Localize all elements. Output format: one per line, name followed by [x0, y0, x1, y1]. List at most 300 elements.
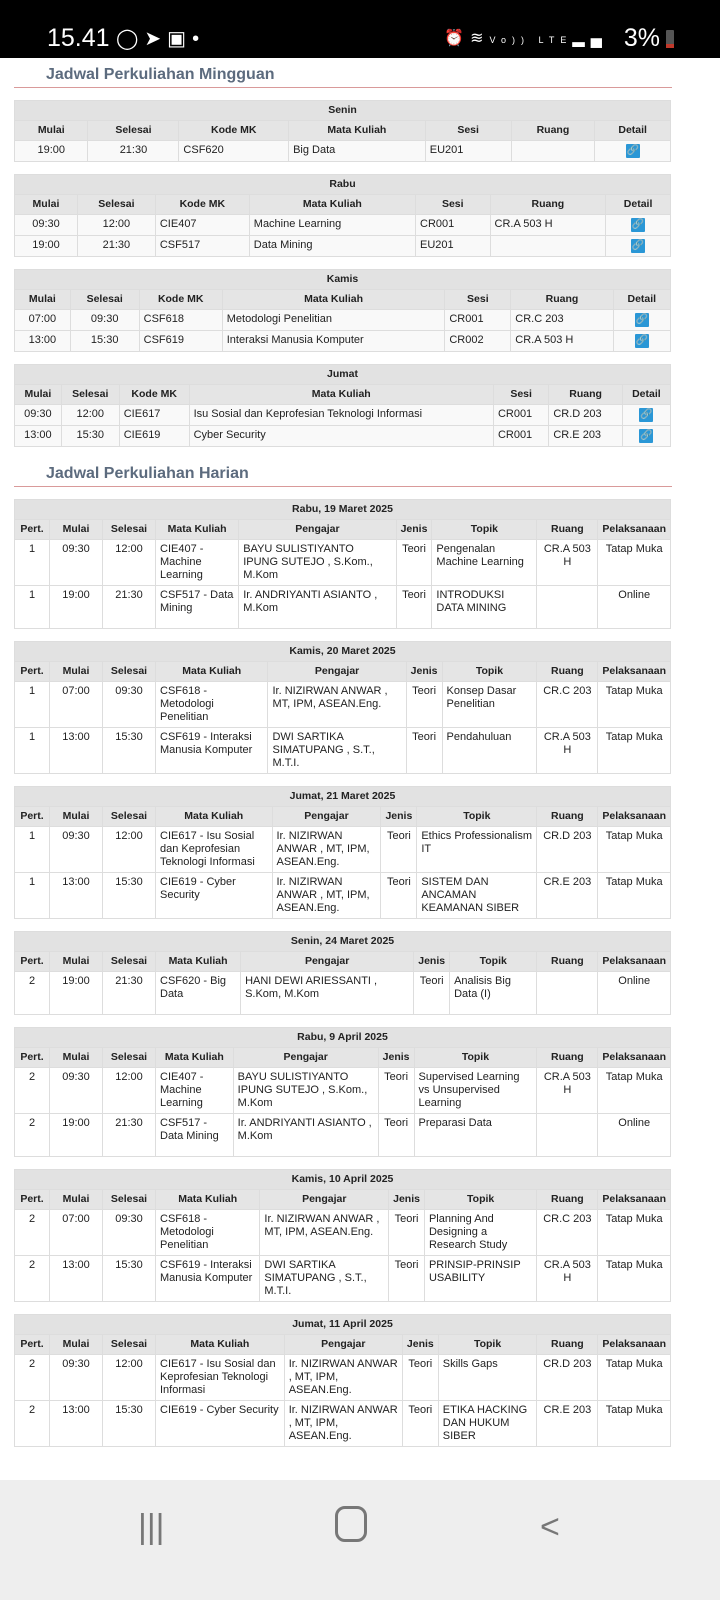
cell-selesai: 15:30 [103, 1256, 156, 1302]
cell-pert: 1 [15, 873, 50, 919]
cell-selesai: 15:30 [61, 426, 119, 447]
cell-topik: Ethics Professionalism IT [417, 827, 537, 873]
column-header: Ruang [537, 662, 598, 682]
cell-mata-kuliah: CIE407 - Machine Learning [156, 540, 239, 586]
dot-icon: • [192, 28, 206, 50]
cell-selesai: 15:30 [103, 873, 156, 919]
cell-mata-kuliah: CSF517 - Data Mining [156, 586, 239, 629]
whatsapp-icon: ◯ [116, 28, 145, 50]
column-header: Jenis [381, 807, 417, 827]
column-header: Selesai [103, 807, 156, 827]
column-header: Selesai [103, 1048, 156, 1068]
column-header: Selesai [103, 1335, 156, 1355]
cell-topik: PRINSIP-PRINSIP USABILITY [424, 1256, 536, 1302]
cell-pert: 2 [15, 1401, 50, 1447]
cell-kode-mk: CSF619 [139, 331, 222, 352]
cell-pelaksanaan: Tatap Muka [598, 1210, 671, 1256]
table-row [15, 1114, 671, 1157]
cell-mata-kuliah: CIE619 - Cyber Security [156, 873, 273, 919]
date-header: Rabu, 9 April 2025 [15, 1028, 671, 1048]
cell-mata-kuliah: Big Data [289, 141, 426, 162]
cell-pengajar: DWI SARTIKA SIMATUPANG , S.T., M.T.I. [260, 1256, 389, 1302]
cell-sesi: CR002 [445, 331, 511, 352]
date-header: Rabu, 19 Maret 2025 [15, 500, 671, 520]
cell-pelaksanaan: Tatap Muka [598, 540, 671, 586]
cell-jenis: Teori [406, 682, 442, 728]
cell-mulai: 19:00 [50, 972, 103, 1015]
cell-pelaksanaan: Tatap Muka [598, 873, 671, 919]
cell-mulai: 13:00 [50, 1401, 103, 1447]
column-header: Mulai [50, 1190, 103, 1210]
cell-topik: Analisis Big Data (I) [450, 972, 537, 1015]
cell-ruang [511, 141, 595, 162]
column-header: Topik [417, 807, 537, 827]
cell-pert: 1 [15, 682, 50, 728]
cell-jenis: Teori [396, 540, 432, 586]
date-header-row [15, 642, 671, 662]
cell-ruang: CR.C 203 [537, 682, 598, 728]
daily-table [14, 786, 671, 919]
column-header: Ruang [537, 520, 598, 540]
cell-selesai: 21:30 [88, 141, 179, 162]
cell-mata-kuliah: Cyber Security [189, 426, 493, 447]
cell-mulai: 09:30 [15, 215, 78, 236]
column-header: Pelaksanaan [598, 662, 671, 682]
cell-pengajar: Ir. NIZIRWAN ANWAR , MT, IPM, ASEAN.Eng. [260, 1210, 389, 1256]
cell-ruang: CR.A 503 H [511, 331, 613, 352]
cell-ruang: CR.E 203 [549, 426, 622, 447]
page-content [0, 58, 720, 1480]
column-header: Mulai [15, 121, 88, 141]
cell-selesai: 21:30 [103, 1114, 156, 1157]
cell-ruang [537, 972, 598, 1015]
divider [14, 486, 672, 487]
battery-icon [666, 30, 674, 48]
cell-mata-kuliah: CIE617 - Isu Sosial dan Keprofesian Teknologi Informasi [156, 1355, 285, 1401]
column-header: Detail [622, 385, 670, 405]
column-header: Detail [613, 290, 670, 310]
column-header-row [15, 952, 671, 972]
cell-mata-kuliah: Machine Learning [249, 215, 415, 236]
weekly-schedule [0, 100, 720, 447]
column-header: Pelaksanaan [598, 1335, 671, 1355]
column-header: Selesai [70, 290, 139, 310]
column-header: Mata Kuliah [156, 1335, 285, 1355]
cell-selesai: 12:00 [103, 540, 156, 586]
cell-mulai: 13:00 [15, 426, 62, 447]
column-header: Mulai [15, 385, 62, 405]
cell-kode-mk: CIE407 [155, 215, 249, 236]
column-header: Sesi [416, 195, 491, 215]
column-header: Pelaksanaan [598, 952, 671, 972]
back-icon[interactable]: < [540, 1508, 560, 1546]
cell-mulai: 07:00 [50, 682, 103, 728]
column-header: Mata Kuliah [222, 290, 445, 310]
notification-icons [116, 26, 205, 51]
cell-selesai: 15:30 [70, 331, 139, 352]
cell-pelaksanaan: Tatap Muka [598, 1355, 671, 1401]
column-header: Topik [442, 662, 537, 682]
cell-pert: 2 [15, 1068, 50, 1114]
weekly-table-rabu [14, 174, 671, 257]
cell-ruang: CR.A 503 H [537, 1068, 598, 1114]
cell-mata-kuliah: Data Mining [249, 236, 415, 257]
column-header: Topik [414, 1048, 537, 1068]
cell-selesai: 12:00 [103, 1355, 156, 1401]
column-header: Kode MK [119, 385, 189, 405]
table-row [15, 1401, 671, 1447]
wifi-icon: ≋ [470, 30, 490, 47]
cell-selesai: 21:30 [103, 972, 156, 1015]
day-header: Senin [15, 101, 671, 121]
date-header: Jumat, 11 April 2025 [15, 1315, 671, 1335]
column-header: Pert. [15, 1190, 50, 1210]
link-icon[interactable]: 🔗 [635, 314, 649, 325]
column-header: Mata Kuliah [156, 952, 241, 972]
cell-pert: 2 [15, 1210, 50, 1256]
column-header: Jenis [402, 1335, 438, 1355]
cell-kode-mk: CSF620 [179, 141, 289, 162]
column-header: Ruang [537, 807, 598, 827]
cell-mulai: 13:00 [50, 728, 103, 774]
cell-kode-mk: CIE617 [119, 405, 189, 426]
cell-jenis: Teori [381, 873, 417, 919]
column-header: Pert. [15, 662, 50, 682]
column-header: Jenis [414, 952, 450, 972]
column-header: Mata Kuliah [249, 195, 415, 215]
column-header: Ruang [537, 1335, 598, 1355]
column-header: Selesai [61, 385, 119, 405]
cell-pengajar: BAYU SULISTIYANTO IPUNG SUTEJO , S.Kom., M.Kom [239, 540, 396, 586]
column-header-row [15, 662, 671, 682]
signal-icon: ▂▄ [572, 30, 608, 47]
cell-pelaksanaan: Online [598, 972, 671, 1015]
date-header: Jumat, 21 Maret 2025 [15, 787, 671, 807]
cell-pelaksanaan: Online [598, 1114, 671, 1157]
column-header-row [15, 121, 671, 141]
column-header: Pengajar [268, 662, 406, 682]
column-header: Jenis [389, 1190, 425, 1210]
column-header: Ruang [511, 290, 613, 310]
cell-mulai: 09:30 [15, 405, 62, 426]
column-header: Sesi [425, 121, 511, 141]
clock: 15.41 [47, 24, 110, 52]
cell-pelaksanaan: Tatap Muka [598, 827, 671, 873]
cell-ruang: CR.E 203 [537, 1401, 598, 1447]
column-header: Ruang [490, 195, 606, 215]
link-icon[interactable]: 🔗 [640, 409, 653, 420]
table-row [15, 1256, 671, 1302]
cell-jenis: Teori [402, 1401, 438, 1447]
cell-mata-kuliah: CSF517 - Data Mining [156, 1114, 234, 1157]
cell-kode-mk: CSF517 [155, 236, 249, 257]
link-icon[interactable]: 🔗 [635, 335, 649, 346]
table-row [15, 331, 671, 352]
column-header: Kode MK [139, 290, 222, 310]
cell-mata-kuliah: CSF619 - Interaksi Manusia Komputer [156, 1256, 260, 1302]
cell-selesai: 12:00 [103, 1068, 156, 1114]
day-header: Kamis [15, 270, 671, 290]
cell-pelaksanaan: Tatap Muka [598, 1256, 671, 1302]
cell-mulai: 19:00 [50, 586, 103, 629]
cell-jenis: Teori [389, 1210, 425, 1256]
column-header: Mulai [50, 1335, 103, 1355]
cell-pelaksanaan: Tatap Muka [598, 1068, 671, 1114]
column-header: Mulai [50, 520, 103, 540]
table-row [15, 1210, 671, 1256]
home-icon[interactable] [335, 1506, 367, 1542]
detail-cell [595, 141, 671, 162]
date-header-row [15, 1028, 671, 1048]
column-header: Pelaksanaan [598, 1048, 671, 1068]
cell-selesai: 09:30 [103, 1210, 156, 1256]
cell-ruang [537, 1114, 598, 1157]
column-header: Detail [595, 121, 671, 141]
cell-mulai: 09:30 [50, 827, 103, 873]
column-header: Pert. [15, 1048, 50, 1068]
cell-pengajar: Ir. ANDRIYANTI ASIANTO , M.Kom [239, 586, 396, 629]
column-header: Ruang [537, 952, 598, 972]
cell-jenis: Teori [378, 1068, 414, 1114]
cell-sesi: CR001 [493, 405, 548, 426]
cell-ruang: CR.C 203 [511, 310, 613, 331]
cell-mulai: 09:30 [50, 540, 103, 586]
cell-pert: 2 [15, 1256, 50, 1302]
column-header-row [15, 1335, 671, 1355]
cell-pert: 1 [15, 586, 50, 629]
cell-ruang [490, 236, 606, 257]
link-icon[interactable]: 🔗 [631, 240, 645, 251]
cell-jenis: Teori [414, 972, 450, 1015]
cell-selesai: 09:30 [103, 682, 156, 728]
column-header: Selesai [77, 195, 155, 215]
day-header-row [15, 175, 671, 195]
cell-pelaksanaan: Tatap Muka [598, 1401, 671, 1447]
cell-topik: ETIKA HACKING DAN HUKUM SIBER [438, 1401, 537, 1447]
cell-sesi: EU201 [416, 236, 491, 257]
cell-pert: 1 [15, 827, 50, 873]
navigation-bar [0, 1480, 720, 1600]
weekly-title: Jadwal Perkuliahan Mingguan [46, 66, 275, 83]
cell-jenis: Teori [378, 1114, 414, 1157]
column-header: Sesi [493, 385, 548, 405]
column-header: Pert. [15, 952, 50, 972]
cell-pengajar: BAYU SULISTIYANTO IPUNG SUTEJO , S.Kom., M.Kom [233, 1068, 378, 1114]
detail-cell [606, 215, 671, 236]
cell-pengajar: Ir. NIZIRWAN ANWAR , MT, IPM, ASEAN.Eng. [284, 1401, 402, 1447]
day-header: Rabu [15, 175, 671, 195]
table-row [15, 1068, 671, 1114]
cell-ruang: CR.E 203 [537, 873, 598, 919]
weekly-table-senin [14, 100, 671, 162]
date-header: Kamis, 20 Maret 2025 [15, 642, 671, 662]
cell-ruang: CR.C 203 [537, 1210, 598, 1256]
daily-table [14, 1027, 671, 1157]
column-header-row [15, 807, 671, 827]
status-bar [0, 0, 720, 58]
detail-cell [606, 236, 671, 257]
link-icon[interactable]: 🔗 [640, 430, 653, 441]
column-header: Mata Kuliah [189, 385, 493, 405]
table-row [15, 972, 671, 1015]
telegram-icon: ➤ [144, 28, 168, 50]
column-header: Pert. [15, 1335, 50, 1355]
date-header: Kamis, 10 April 2025 [15, 1170, 671, 1190]
cell-selesai: 15:30 [103, 728, 156, 774]
cell-mulai: 19:00 [50, 1114, 103, 1157]
cell-topik: Skills Gaps [438, 1355, 537, 1401]
column-header: Selesai [103, 952, 156, 972]
table-row [15, 682, 671, 728]
cell-mata-kuliah: CSF618 - Metodologi Penelitian [156, 682, 268, 728]
cell-mulai: 07:00 [50, 1210, 103, 1256]
cell-ruang: CR.D 203 [549, 405, 622, 426]
cell-jenis: Teori [396, 586, 432, 629]
cell-ruang: CR.D 203 [537, 1355, 598, 1401]
weekly-table-jumat [14, 364, 671, 447]
day-header-row [15, 365, 671, 385]
cell-mulai: 19:00 [15, 141, 88, 162]
column-header: Mata Kuliah [289, 121, 426, 141]
table-row [15, 310, 671, 331]
cell-topik: Preparasi Data [414, 1114, 537, 1157]
cell-pelaksanaan: Online [598, 586, 671, 629]
column-header: Pengajar [272, 807, 381, 827]
detail-cell [622, 426, 670, 447]
column-header: Pert. [15, 520, 50, 540]
cell-selesai: 12:00 [61, 405, 119, 426]
link-icon[interactable]: 🔗 [626, 145, 639, 156]
column-header: Pelaksanaan [598, 1190, 671, 1210]
cell-kode-mk: CIE619 [119, 426, 189, 447]
battery-percent: 3% [623, 24, 660, 52]
daily-title: Jadwal Perkuliahan Harian [46, 465, 249, 482]
cell-selesai: 21:30 [103, 586, 156, 629]
detail-cell [613, 331, 670, 352]
column-header-row [15, 385, 671, 405]
cell-sesi: CR001 [493, 426, 548, 447]
column-header-row [15, 520, 671, 540]
daily-table [14, 1314, 671, 1447]
column-header: Ruang [511, 121, 595, 141]
column-header: Kode MK [155, 195, 249, 215]
cell-mulai: 13:00 [15, 331, 71, 352]
cell-sesi: CR001 [445, 310, 511, 331]
cell-jenis: Teori [406, 728, 442, 774]
link-icon[interactable]: 🔗 [631, 219, 645, 230]
divider [14, 87, 672, 88]
cell-mulai: 09:30 [50, 1355, 103, 1401]
column-header: Selesai [103, 520, 156, 540]
date-header-row [15, 1315, 671, 1335]
day-header-row [15, 270, 671, 290]
date-header-row [15, 500, 671, 520]
cell-selesai: 12:00 [77, 215, 155, 236]
cell-ruang: CR.D 203 [537, 827, 598, 873]
daily-table [14, 931, 671, 1015]
cell-topik: SISTEM DAN ANCAMAN KEAMANAN SIBER [417, 873, 537, 919]
cell-topik: Pendahuluan [442, 728, 537, 774]
day-header-row [15, 101, 671, 121]
cell-ruang: CR.A 503 H [537, 540, 598, 586]
cell-pengajar: HANI DEWI ARIESSANTI , S.Kom, M.Kom [241, 972, 414, 1015]
column-header: Mulai [50, 1048, 103, 1068]
table-row [15, 405, 671, 426]
cell-mata-kuliah: Interaksi Manusia Komputer [222, 331, 445, 352]
cell-sesi: CR001 [416, 215, 491, 236]
cell-ruang: CR.A 503 H [537, 728, 598, 774]
cell-pert: 1 [15, 728, 50, 774]
date-header-row [15, 787, 671, 807]
column-header: Selesai [88, 121, 179, 141]
network-label: Vo)) LTE [489, 35, 573, 45]
detail-cell [613, 310, 670, 331]
column-header: Kode MK [179, 121, 289, 141]
cell-pengajar: Ir. NIZIRWAN ANWAR , MT, IPM, ASEAN.Eng. [268, 682, 406, 728]
cell-pengajar: DWI SARTIKA SIMATUPANG , S.T., M.T.I. [268, 728, 406, 774]
table-row [15, 827, 671, 873]
column-header: Pelaksanaan [598, 807, 671, 827]
cell-mulai: 07:00 [15, 310, 71, 331]
column-header: Pengajar [233, 1048, 378, 1068]
cell-mata-kuliah: Isu Sosial dan Keprofesian Teknologi Informasi [189, 405, 493, 426]
recent-apps-icon[interactable]: ||| [138, 1508, 165, 1546]
cell-selesai: 09:30 [70, 310, 139, 331]
table-row [15, 426, 671, 447]
cell-mulai: 19:00 [15, 236, 78, 257]
column-header: Mulai [15, 195, 78, 215]
cell-mata-kuliah: CIE407 - Machine Learning [156, 1068, 234, 1114]
table-row [15, 1355, 671, 1401]
column-header-row [15, 1190, 671, 1210]
date-header-row [15, 1170, 671, 1190]
cell-ruang: CR.A 503 H [537, 1256, 598, 1302]
cell-selesai: 15:30 [103, 1401, 156, 1447]
table-row [15, 215, 671, 236]
cell-topik: Konsep Dasar Penelitian [442, 682, 537, 728]
alarm-icon: ⏰ [444, 30, 471, 47]
cell-pert: 1 [15, 540, 50, 586]
cell-pelaksanaan: Tatap Muka [598, 682, 671, 728]
cell-mata-kuliah: CSF619 - Interaksi Manusia Komputer [156, 728, 268, 774]
cell-pengajar: Ir. NIZIRWAN ANWAR , MT, IPM, ASEAN.Eng. [272, 827, 381, 873]
column-header-row [15, 1048, 671, 1068]
column-header: Mulai [50, 952, 103, 972]
cell-pert: 2 [15, 972, 50, 1015]
column-header: Ruang [537, 1190, 598, 1210]
column-header: Jenis [406, 662, 442, 682]
cell-mata-kuliah: CIE619 - Cyber Security [156, 1401, 285, 1447]
date-header-row [15, 932, 671, 952]
cell-pert: 2 [15, 1114, 50, 1157]
cell-mata-kuliah: CSF618 - Metodologi Penelitian [156, 1210, 260, 1256]
column-header: Mulai [50, 662, 103, 682]
column-header: Pengajar [260, 1190, 389, 1210]
column-header: Selesai [103, 662, 156, 682]
detail-cell [622, 405, 670, 426]
table-row [15, 586, 671, 629]
column-header: Mulai [50, 807, 103, 827]
column-header: Pelaksanaan [598, 520, 671, 540]
column-header: Pert. [15, 807, 50, 827]
column-header: Pengajar [239, 520, 396, 540]
column-header: Mata Kuliah [156, 520, 239, 540]
table-row [15, 728, 671, 774]
column-header: Sesi [445, 290, 511, 310]
cell-jenis: Teori [402, 1355, 438, 1401]
cell-pengajar: Ir. NIZIRWAN ANWAR , MT, IPM, ASEAN.Eng. [284, 1355, 402, 1401]
column-header: Topik [438, 1335, 537, 1355]
